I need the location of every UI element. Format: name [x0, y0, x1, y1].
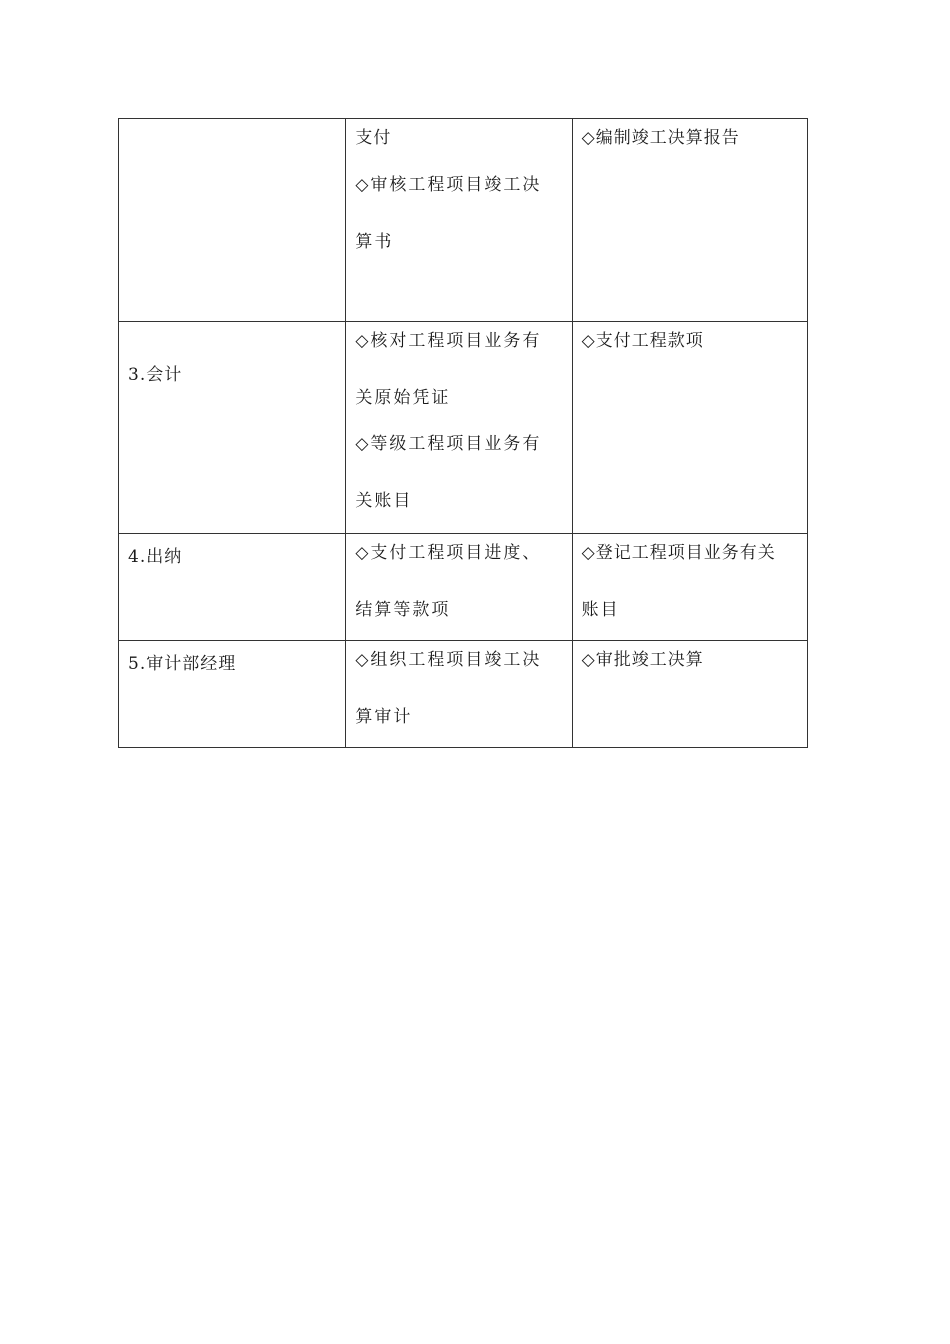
- duty-item: [355, 647, 565, 730]
- duty-cell: [346, 641, 572, 748]
- duty-item: [355, 431, 565, 514]
- task-cell: [572, 322, 807, 534]
- role-cell: [119, 534, 346, 641]
- task-text: ◇编制竣工决算报告: [581, 128, 740, 148]
- task-cell: [572, 119, 807, 322]
- duty-cell: [346, 322, 572, 534]
- duty-text: 算审计: [355, 707, 413, 727]
- duty-text: 结算等款项: [355, 600, 451, 620]
- duty-text: ◇组织工程项目竣工决: [355, 650, 542, 670]
- task-text: 账目: [581, 600, 620, 620]
- task-text: ◇登记工程项目业务有关: [581, 543, 776, 563]
- task-item: [582, 540, 801, 623]
- duty-item: [355, 540, 565, 623]
- duty-item: [355, 328, 565, 411]
- duty-text: ◇等级工程项目业务有: [355, 434, 542, 454]
- table-row: [119, 322, 808, 534]
- duty-cell: [346, 534, 572, 641]
- duty-text: ◇支付工程项目进度、: [355, 543, 542, 563]
- task-text: ◇审批竣工决算: [581, 650, 704, 670]
- role-cell: [119, 641, 346, 748]
- duty-text: ◇审核工程项目竣工决: [355, 175, 542, 195]
- duty-text: 算书: [355, 232, 394, 252]
- duty-text: 关原始凭证: [355, 388, 451, 408]
- table-row: [119, 641, 808, 748]
- duty-text: ◇核对工程项目业务有: [355, 331, 542, 351]
- role-cell: [119, 119, 346, 322]
- role-cell: [119, 322, 346, 534]
- duty-text: 关账目: [355, 491, 413, 511]
- task-cell: [572, 534, 807, 641]
- task-cell: [572, 641, 807, 748]
- table-row: [119, 534, 808, 641]
- role-label: 5.审计部经理: [128, 654, 237, 674]
- task-text: ◇支付工程款项: [581, 331, 704, 351]
- role-label: 4.出纳: [128, 547, 183, 567]
- duty-text: 支付: [355, 128, 392, 148]
- duty-item: [355, 172, 565, 255]
- table-row: [119, 119, 808, 322]
- duty-cell: [346, 119, 572, 322]
- role-label: 3.会计: [128, 365, 183, 385]
- responsibility-table: [118, 118, 808, 748]
